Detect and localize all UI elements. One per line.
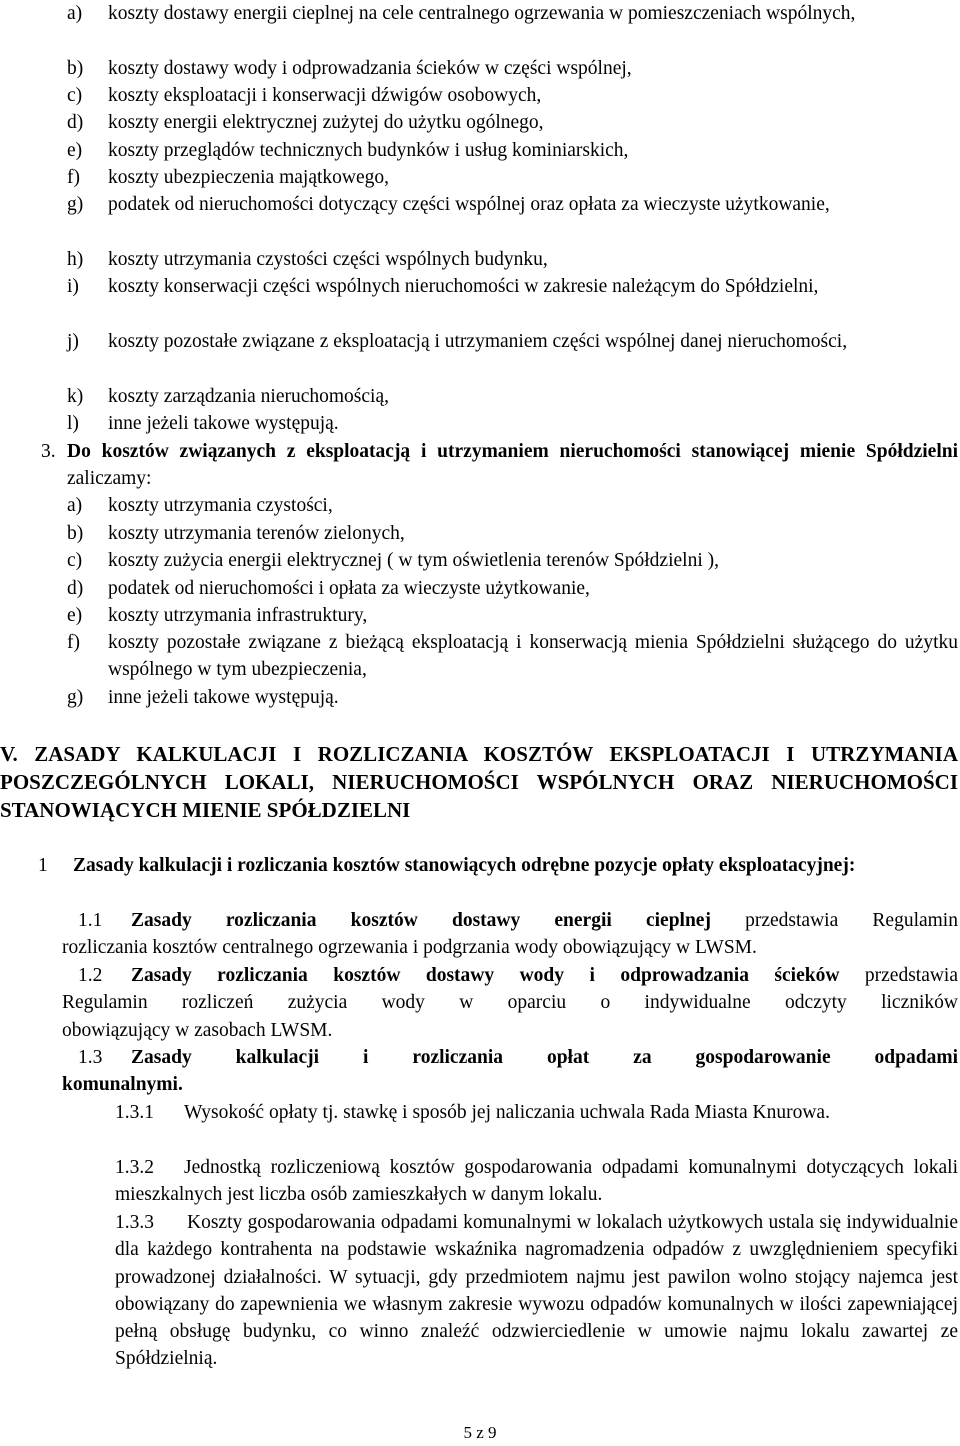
list-item-text: koszty utrzymania czystości części wspólnych budynku,: [108, 249, 548, 270]
list-item-text: koszty dostawy energii cieplnej na cele centralnego ogrzewania w pomieszczeniach wspólnych,: [108, 3, 856, 24]
list-item: [67, 273, 958, 300]
subsection-1-3: [78, 1044, 958, 1071]
subsection-text: przedstawia: [839, 965, 959, 986]
list-item-text: koszty utrzymania czystości,: [108, 495, 333, 516]
list-item: [67, 684, 947, 711]
section-heading: V. ZASADY KALKULACJI I ROZLICZANIA KOSZTÓW EKSPLOATACJI I UTRZYMANIA POSZCZEGÓLNYCH LOKALI, NIERUCHOMOŚCI WSPÓLNYCH ORAZ NIERUCHOMOŚCI STANOWIĄCYCH MIENIE SPÓŁDZIELNI: [0, 742, 958, 822]
list-item-label: a): [67, 3, 83, 24]
point-3-text: [67, 438, 958, 493]
subsection-1-2-line-3: [62, 1017, 942, 1044]
list-item: [67, 629, 958, 684]
list-item-label: i): [67, 276, 79, 297]
list-item: [67, 410, 947, 437]
list-item-label: b): [67, 58, 84, 79]
subsection-1-3-2: [115, 1154, 958, 1209]
subsection-1-1-continuation: [62, 934, 942, 961]
list-item-label: f): [67, 632, 80, 653]
list-item-text: koszty przeglądów technicznych budynków i usług kominiarskich,: [108, 140, 629, 161]
page-number: 5 z 9: [463, 1423, 497, 1442]
list-item: [67, 547, 947, 574]
point-3-rest: zaliczamy:: [67, 468, 152, 490]
list-item-text: koszty pozostałe związane z eksploatacją i utrzymaniem części wspólnej danej nieruchomości,: [108, 331, 848, 352]
subsection-text: Jednostką rozliczeniową kosztów gospodarowania odpadami komunalnymi dotyczących lokali mieszkalnych jest liczba osób zamieszkałych w danym lokalu.: [115, 1157, 958, 1206]
list-item-text: podatek od nieruchomości dotyczący części wspólnej oraz opłata za wieczyste użytkowanie,: [108, 194, 830, 215]
list-item: [67, 137, 947, 164]
subsection-text: Regulamin rozliczeń zużycia wody w oparciu o indywidualne odczyty liczników: [62, 992, 958, 1013]
list-item: [67, 328, 958, 355]
item-1: [38, 852, 958, 879]
list-item: [67, 492, 947, 519]
list-item-label: d): [67, 112, 84, 133]
subsection-1-3-1: [115, 1099, 958, 1126]
subsection-title: Zasady kalkulacji i rozliczania opłat za gospodarowanie odpadami: [131, 1047, 958, 1068]
list-item-label: g): [67, 687, 84, 708]
subsection-title: Zasady rozliczania kosztów dostawy energii cieplnej: [131, 910, 711, 931]
list-item-label: b): [67, 523, 84, 544]
list-item: [67, 82, 947, 109]
subsection-number: 1.1: [78, 910, 103, 931]
subsection-paragraph: [115, 1099, 958, 1126]
item-1-title: Zasady kalkulacji i rozliczania kosztów stanowiących odrębne pozycje opłaty eksploatacyjnej:: [73, 855, 856, 876]
list-item-label: c): [67, 550, 83, 571]
subsection-1-2: [78, 962, 958, 989]
subsection-first-line: [131, 907, 958, 934]
list-item: [67, 383, 947, 410]
subsection-text: obowiązujący w zasobach LWSM.: [62, 1020, 333, 1041]
list-item-text: koszty utrzymania infrastruktury,: [108, 605, 368, 626]
list-item-label: f): [67, 167, 80, 188]
subsection-number: 1.2: [78, 965, 103, 986]
list-item: [67, 0, 958, 27]
subsection-1-2-line-2: [62, 989, 958, 1016]
subsection-text: przedstawia Regulamin: [710, 910, 958, 931]
subsection-text: rozliczania kosztów centralnego ogrzewania i podgrzania wody obowiązujący w LWSM.: [62, 937, 757, 958]
subsection-paragraph: [115, 1209, 958, 1373]
list-item: [67, 520, 947, 547]
item-1-number: 1: [38, 855, 48, 876]
list-item-text: koszty ubezpieczenia majątkowego,: [108, 167, 390, 188]
list-item-text: koszty eksploatacji i konserwacji dźwigów osobowych,: [108, 85, 542, 106]
point-3-number: 3.: [41, 441, 56, 462]
subsection-1-3-3: [115, 1209, 958, 1373]
list-item-label: j): [67, 331, 79, 352]
list-item: [67, 575, 947, 602]
list-item-label: k): [67, 386, 84, 407]
list-item-text: koszty utrzymania terenów zielonych,: [108, 523, 405, 544]
subsection-number: 1.3.3: [115, 1212, 154, 1233]
list-item: [67, 246, 947, 273]
subsection-1-1: [78, 907, 958, 934]
list-item-text: koszty energii elektrycznej zużytej do użytku ogólnego,: [108, 112, 544, 133]
list-item-label: g): [67, 194, 84, 215]
subsection-number: 1.3.2: [115, 1157, 154, 1178]
list-item: [67, 55, 947, 82]
list-item-label: l): [67, 413, 79, 434]
list-item-text: koszty zarządzania nieruchomością,: [108, 386, 389, 407]
list-item-text: inne jeżeli takowe występują.: [108, 687, 339, 708]
list-item-text: koszty konserwacji części wspólnych nieruchomości w zakresie należącym do Spółdzielni,: [108, 276, 819, 297]
subsection-paragraph: [115, 1154, 958, 1209]
subsection-number: 1.3: [78, 1047, 103, 1068]
point-3-bold: Do kosztów związanych z eksploatacją i utrzymaniem nieruchomości stanowiącej mienie Spółdzielni: [67, 441, 958, 462]
subsection-title: Zasady rozliczania kosztów dostawy wody i odprowadzania ścieków: [131, 965, 840, 986]
list-item-label: d): [67, 578, 84, 599]
list-item-text: podatek od nieruchomości i opłata za wieczyste użytkowanie,: [108, 578, 590, 599]
subsection-text: Koszty gospodarowania odpadami komunalnymi w lokalach użytkowych ustala się indywidualnie dla każdego kontrahenta na podstawie wskaźnika nagromadzenia odpadów z uwzględnieniem specyfiki prowadzonej działalności. W sytuacji, gdy przedmiotem najmu jest pawilon wolno stojący najemca jest obowiązany do zapewnienia we własnym zakresie wywozu odpadów komunalnych w ilości zapewniającej pełną obsługę budynku, co winno znaleźć odzwierciedlenie w umowie najmu lokalu zawartej ze Spółdzielnią.: [115, 1212, 958, 1370]
point-3: [41, 438, 958, 493]
list-item-text: inne jeżeli takowe występują.: [108, 413, 339, 434]
list-item: [67, 164, 947, 191]
list-item-text: koszty dostawy wody i odprowadzania ścieków w części wspólnej,: [108, 58, 632, 79]
subsection-1-3-line-2: [62, 1071, 942, 1098]
list-item: [67, 109, 947, 136]
list-item-label: e): [67, 140, 83, 161]
list-item-text: koszty zużycia energii elektrycznej ( w tym oświetlenia terenów Spółdzielni ),: [108, 550, 719, 571]
list-item-label: c): [67, 85, 83, 106]
list-item-label: e): [67, 605, 83, 626]
subsection-title: komunalnymi.: [62, 1074, 183, 1095]
list-item: [67, 191, 958, 218]
list-item: [67, 602, 947, 629]
list-item-label: h): [67, 249, 84, 270]
list-item-label: a): [67, 495, 83, 516]
subsection-text: Wysokość opłaty tj. stawkę i sposób jej naliczania uchwala Rada Miasta Knurowa.: [184, 1102, 830, 1123]
subsection-first-line: [131, 962, 958, 989]
subsection-number: 1.3.1: [115, 1102, 154, 1123]
list-item-text: koszty pozostałe związane z bieżącą eksploatacją i konserwacją mienia Spółdzielni służącego do użytku wspólnego w tym ubezpieczenia,: [108, 632, 958, 681]
